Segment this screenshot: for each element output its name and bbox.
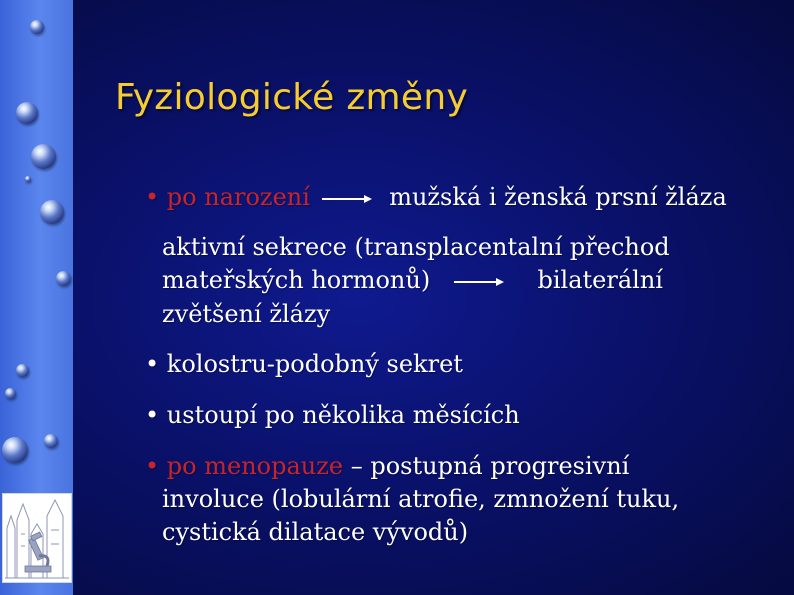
bullet-menopause (145, 452, 629, 480)
bullet-marker: • (145, 401, 160, 429)
bullet-subsides-text: ustoupí po několika měsících (166, 401, 520, 429)
bullet-menopause-rest: – postupná progresivní (343, 452, 630, 480)
right-arrow-icon (454, 276, 506, 288)
bullet-marker: • (145, 452, 160, 480)
page-title: Fyziologické změny (115, 77, 469, 118)
bullet-menopause-line2: involuce (lobulární atrofie, zmnožení tuku, (162, 485, 680, 513)
faculty-logo (2, 493, 72, 583)
right-arrow-icon (322, 193, 374, 205)
bubble-icon (5, 388, 16, 399)
bubble-icon (31, 144, 56, 169)
bullet-birth-label: po narození (166, 183, 310, 211)
bullet-birth-line3-b: bilaterální (537, 266, 663, 294)
microscope-castle-icon (3, 494, 71, 582)
bubble-icon (2, 437, 28, 463)
bullet-menopause-line3: cystická dilatace vývodů) (162, 518, 469, 546)
bullet-marker: • (145, 183, 160, 211)
bubble-icon (16, 102, 38, 124)
bubble-icon (25, 176, 31, 182)
bubble-icon (56, 271, 71, 286)
bubble-icon (40, 200, 64, 224)
bullet-birth (145, 183, 727, 211)
bullet-marker: • (145, 350, 160, 378)
bullet-birth-line3-a: mateřských hormonů) (162, 266, 431, 294)
bullet-birth-line2: aktivní sekrece (transplacentalní přechod (162, 233, 670, 261)
bullet-birth-line4: zvětšení žlázy (162, 300, 331, 328)
bubble-icon (44, 434, 58, 448)
bullet-colostrum-text: kolostru-podobný sekret (166, 350, 463, 378)
bullet-birth-line3 (162, 266, 663, 294)
bubble-icon (16, 364, 29, 377)
bullet-birth-target: mužská i ženská prsní žláza (389, 183, 727, 211)
bullet-menopause-label: po menopauze (166, 452, 344, 480)
bullet-colostrum (145, 350, 463, 378)
bullet-subsides (145, 401, 520, 429)
bubble-icon (30, 20, 44, 34)
